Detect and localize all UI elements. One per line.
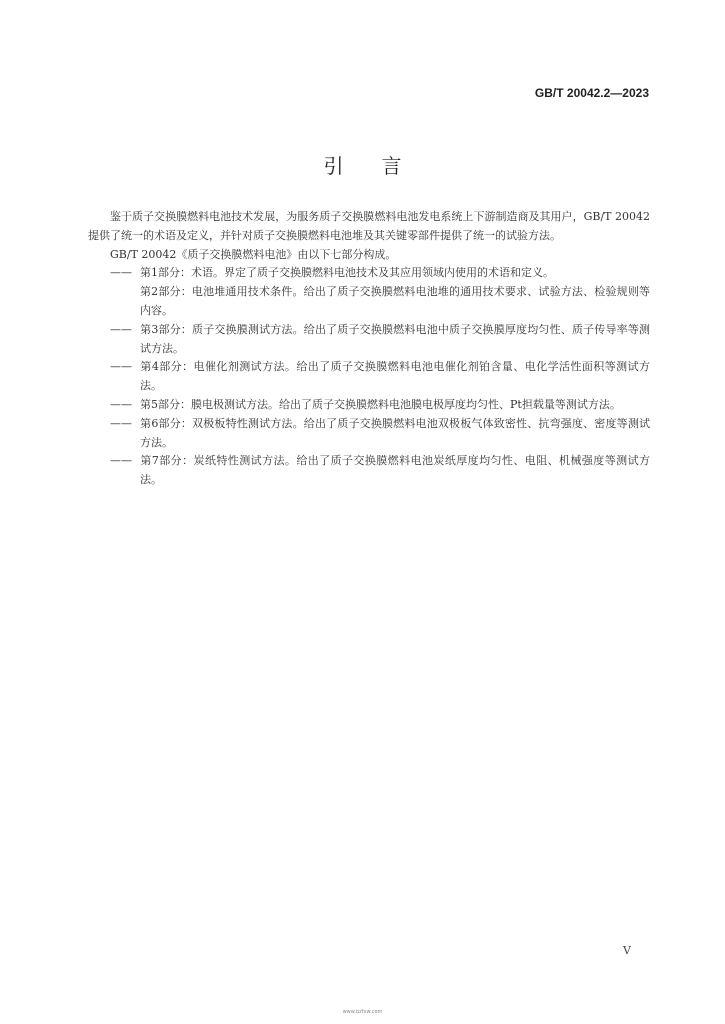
page-title: 引言	[323, 154, 440, 178]
list-item-part-3	[88, 321, 650, 359]
list-item-text: 第4部分：电催化剂测试方法。给出了质子交换膜燃料电池电催化剂铂含量、电化学活性面积等测试方法。	[140, 360, 650, 393]
list-item-part-5	[88, 396, 650, 415]
list-item-text: 第2部分：电池堆通用技术条件。给出了质子交换膜燃料电池堆的通用技术要求、试验方法、检验规则等内容。	[140, 285, 650, 317]
list-item-text: 第1部分：术语。界定了质子交换膜燃料电池技术及其应用领域内使用的术语和定义。	[140, 266, 554, 280]
list-item-text: 第5部分：膜电极测试方法。给出了质子交换膜燃料电池膜电极厚度均匀性、Pt担载量等测试方法。	[140, 397, 621, 411]
list-dash: ——	[110, 360, 132, 374]
document-body	[88, 208, 650, 490]
footer-watermark-text: www.bzfxw.com	[342, 1009, 383, 1015]
list-item-part-2	[88, 283, 650, 321]
intro-paragraph-1: 鉴于质子交换膜燃料电池技术发展，为服务质子交换膜燃料电池发电系统上下游制造商及其用户，GB/T 20042提供了统一的术语及定义，并针对质子交换膜燃料电池堆及其关键零部件提供了统一的试验方法。	[88, 210, 650, 242]
list-item-part-4	[88, 358, 650, 396]
intro-paragraph-2: GB/T 20042《质子交换膜燃料电池》由以下七部分构成。	[110, 247, 397, 261]
list-dash: ——	[110, 416, 132, 430]
parts-list	[88, 264, 650, 490]
list-item-part-6	[88, 415, 650, 453]
list-item-part-1	[88, 264, 650, 283]
list-item-part-7	[88, 452, 650, 490]
list-item-text: 第3部分：质子交换膜测试方法。给出了质子交换膜燃料电池中质子交换膜厚度均匀性、质子传导率等测试方法。	[140, 322, 650, 355]
page-number: V	[623, 944, 631, 957]
list-dash: ——	[110, 397, 132, 411]
list-dash: ——	[110, 266, 132, 280]
list-item-text: 第7部分：炭纸特性测试方法。给出了质子交换膜燃料电池炭纸厚度均匀性、电阻、机械强度等测试方法。	[140, 454, 650, 487]
standard-code: GB/T 20042.2—2023	[534, 86, 649, 100]
list-dash: ——	[110, 322, 132, 336]
list-item-text: 第6部分：双极板特性测试方法。给出了质子交换膜燃料电池双极板气体致密性、抗弯强度、密度等测试方法。	[140, 416, 650, 449]
list-dash: ——	[110, 454, 132, 468]
